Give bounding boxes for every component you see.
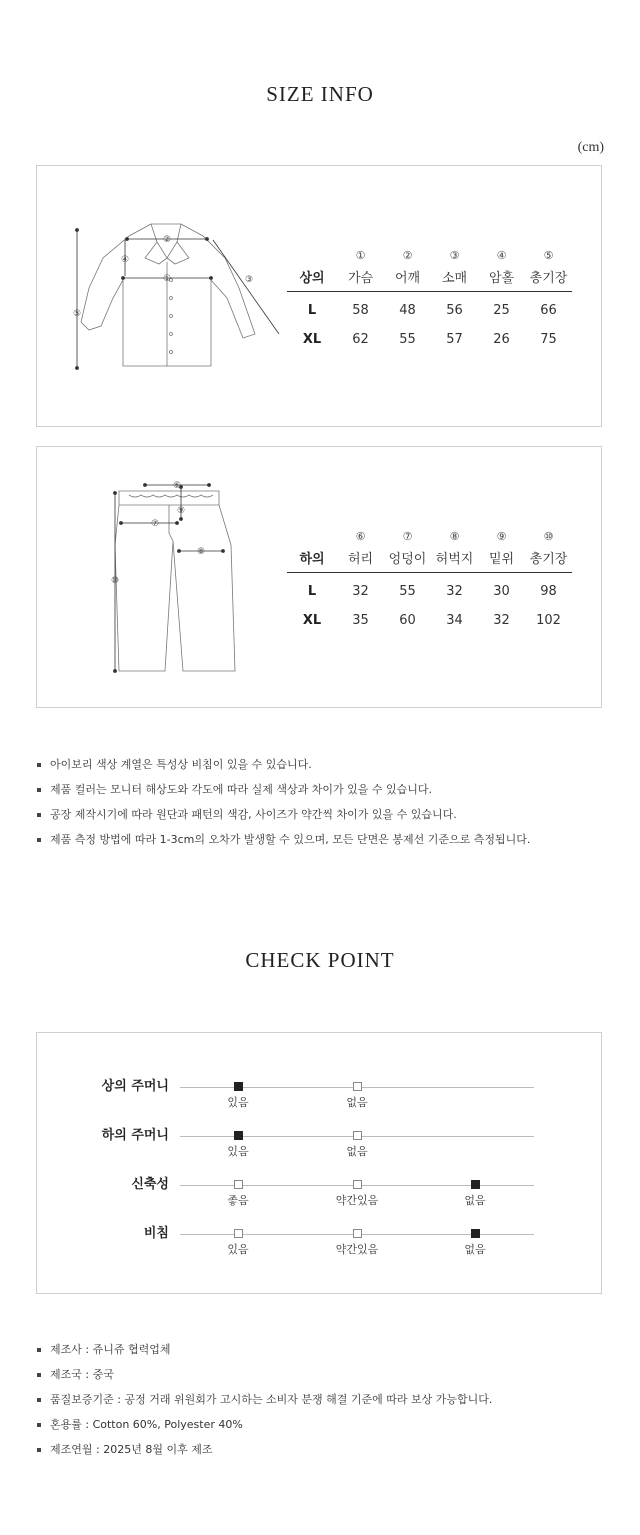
bottom-size-box xyxy=(36,446,602,708)
table-row: L 58 48 56 25 66 xyxy=(307,303,557,318)
mark-sleeve: ③ xyxy=(244,275,254,285)
checked-square-icon xyxy=(471,1229,480,1238)
table-row: XL 35 60 34 32 102 xyxy=(302,613,561,628)
table-header: 상의 가슴 어깨 소매 암홀 총기장 xyxy=(299,270,568,286)
unchecked-square-icon xyxy=(353,1180,362,1189)
check-option: 있음 xyxy=(198,1131,278,1159)
table-row: L 32 55 32 30 98 xyxy=(307,584,557,599)
check-label: 하의 주머니 xyxy=(101,1128,169,1143)
check-option: 없음 xyxy=(435,1180,515,1208)
product-info-item: 혼용률 : Cotton 60%, Polyester 40% xyxy=(36,1418,492,1443)
note-item: 제품 측정 방법에 따라 1-3cm의 오차가 발생할 수 있으며, 모든 단면은 봉제선 기준으로 측정됩니다. xyxy=(36,833,530,858)
mark-total-length: ⑤ xyxy=(72,309,82,319)
product-info-list xyxy=(36,1343,492,1468)
mark-shoulder: ② xyxy=(162,235,172,245)
note-item: 제품 컬러는 모니터 해상도와 각도에 따라 실제 색상과 차이가 있을 수 있습니다. xyxy=(36,783,530,808)
size-info-title: SIZE INFO xyxy=(266,82,374,106)
top-size-box xyxy=(36,165,602,427)
checked-square-icon xyxy=(471,1180,480,1189)
mark-pants-length: ⑩ xyxy=(110,576,120,586)
check-label: 상의 주머니 xyxy=(101,1079,169,1094)
checked-square-icon xyxy=(234,1082,243,1091)
mark-chest: ① xyxy=(162,274,172,284)
table-header: 하의 허리 엉덩이 허벅지 밑위 총기장 xyxy=(299,551,568,567)
unchecked-square-icon xyxy=(353,1229,362,1238)
top-size-table: ① ② ③ ④ ⑤ 상의 가슴 어깨 소매 암홀 총기장 L 58 48 56 25 66 XL 62 55 57 26 75 xyxy=(287,246,572,354)
product-info-item: 제조연월 : 2025년 8월 이후 제조 xyxy=(36,1443,492,1468)
note-item: 공장 제작시기에 따라 원단과 패턴의 색감, 사이즈가 약간씩 차이가 있을 수 있습니다. xyxy=(36,808,530,833)
unit-label: (cm) xyxy=(577,140,604,155)
unchecked-square-icon xyxy=(353,1082,362,1091)
check-point-title: CHECK POINT xyxy=(245,948,395,972)
product-info-item: 품질보증기준 : 공정 거래 위원회가 고시하는 소비자 분쟁 해결 기준에 따라 보상 가능합니다. xyxy=(36,1393,492,1418)
product-info-item: 제조국 : 중국 xyxy=(36,1368,492,1393)
check-option: 있음 xyxy=(198,1229,278,1257)
mark-thigh: ⑧ xyxy=(196,547,206,557)
size-notes xyxy=(36,758,530,858)
shirt-illustration xyxy=(67,218,287,378)
product-info-item: 제조사 : 쥬니쥬 협력업체 xyxy=(36,1343,492,1368)
mark-waist: ⑥ xyxy=(172,481,182,491)
checked-square-icon xyxy=(234,1131,243,1140)
note-item: 아이보리 색상 계열은 특성상 비침이 있을 수 있습니다. xyxy=(36,758,530,783)
bottom-size-table: ⑥ ⑦ ⑧ ⑨ ⑩ 하의 허리 엉덩이 허벅지 밑위 총기장 L 32 55 32 30 98 XL 35 60 34 32 102 xyxy=(287,527,572,635)
check-point-box xyxy=(36,1032,602,1294)
check-option: 좋음 xyxy=(198,1180,278,1208)
table-row: XL 62 55 57 26 75 xyxy=(302,332,557,347)
check-option: 없음 xyxy=(317,1131,397,1159)
mark-rise: ⑨ xyxy=(176,506,186,516)
check-row-bottom-pocket xyxy=(37,1124,603,1164)
mark-armhole: ④ xyxy=(120,255,130,265)
unchecked-square-icon xyxy=(353,1131,362,1140)
unchecked-square-icon xyxy=(234,1229,243,1238)
check-option: 약간있음 xyxy=(317,1229,397,1257)
mark-hip: ⑦ xyxy=(150,519,160,529)
check-label: 비침 xyxy=(143,1226,169,1241)
unchecked-square-icon xyxy=(234,1180,243,1189)
check-label: 신축성 xyxy=(131,1177,169,1192)
check-row-stretch xyxy=(37,1173,603,1213)
check-row-top-pocket xyxy=(37,1075,603,1115)
check-option: 약간있음 xyxy=(317,1180,397,1208)
check-option: 없음 xyxy=(435,1229,515,1257)
check-option: 없음 xyxy=(317,1082,397,1110)
check-row-sheerness xyxy=(37,1222,603,1262)
pants-illustration xyxy=(101,477,261,682)
check-option: 있음 xyxy=(198,1082,278,1110)
